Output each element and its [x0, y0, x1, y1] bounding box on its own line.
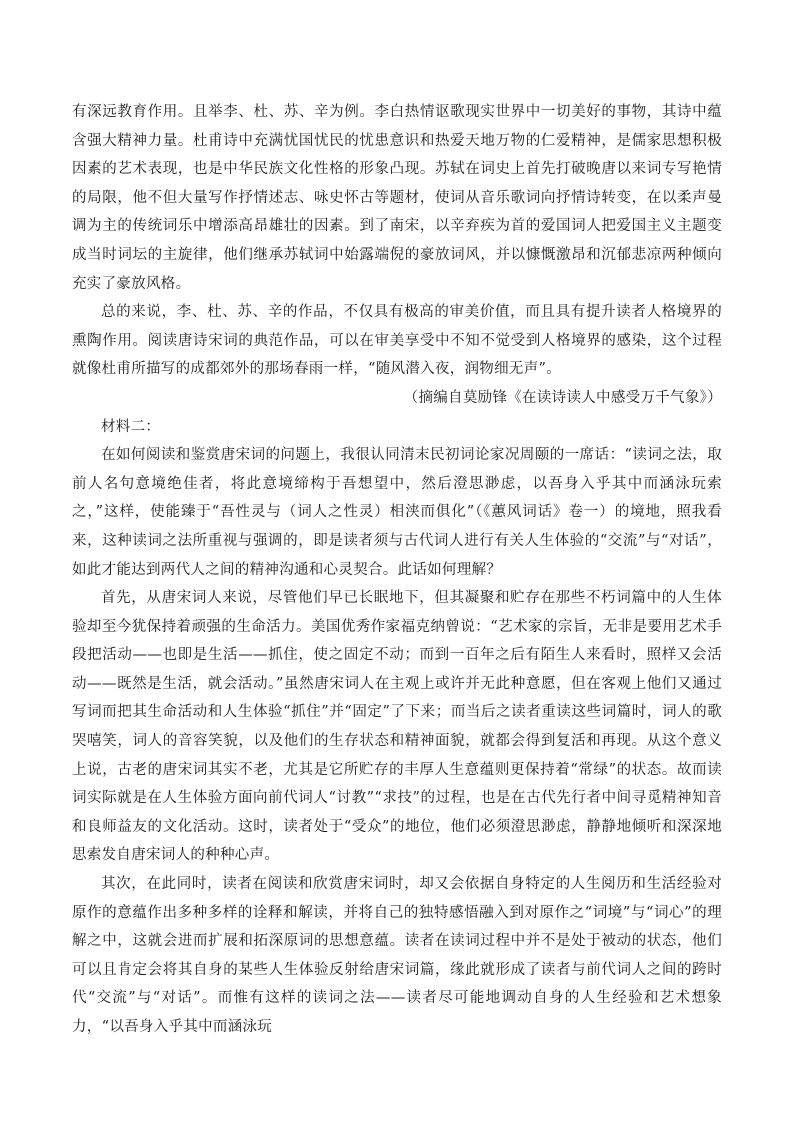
material1-continuation-paragraph: 有深远教育作用。且举李、杜、苏、辛为例。李白热情讴歌现实世界中一切美好的事物，其诗中蕴含强大精神力量。杜甫诗中充满忧国忧民的忧患意识和热爱天地万物的仁爱精神，是儒家思想积极因素的艺术表现，也是中华民族文化性格的形象凸现。苏轼在词史上首先打破晚唐以来词专写艳情的局限，他不但大量写作抒情述志、咏史怀古等题材，使词从音乐歌词向抒情诗转变，在以柔声曼调为主的传统词乐中增添高昂雄壮的因素。到了南宋，以辛弃疾为首的爱国词人把爱国主义主题变成当时词坛的主旋律，他们继承苏轼词中始露端倪的豪放词风，并以慷慨激昂和沉郁悲凉两种倾向充实了豪放风格。 [72, 104, 722, 292]
document-page [72, 98, 722, 1042]
material2-paragraph-3: 其次，在此同时，读者在阅读和欣赏唐宋词时，却又会依据自身特定的人生阅历和生活经验对原作的意蕴作出多种多样的诠释和解读，并将自己的独特感悟融入到对原作之“词境”与“词心”的理解之中，这就会进而扩展和拓深原词的思想意蕴。读者在读词过程中并不是处于被动的状态，他们可以且肯定会将其自身的某些人生体验反射给唐宋词篇，缘此就形成了读者与前代词人之间的跨时代“交流”与“对话”。而惟有这样的读词之法——读者尽可能地调动自身的人生经验和艺术想象力，“以吾身入乎其中而涵泳玩 [72, 876, 722, 1035]
material1-source-citation: （摘编自莫励锋《在读诗读人中感受万千气象》） [403, 389, 722, 406]
material2-label: 材料二： [101, 418, 161, 435]
material2-paragraph-2: 首先，从唐宋词人来说，尽管他们早已长眠地下，但其凝聚和贮存在那些不朽词篇中的人生体验却至今犹保持着顽强的生命活力。美国优秀作家福克纳曾说：“艺术家的宗旨，无非是要用艺术手段把活动——也即是生活——抓住，使之固定不动；而到一百年之后有陌生人来看时，照样又会活动——既然是生活，就会活动。”虽然唐宋词人在主观上或许并无此种意愿，但在客观上他们又通过写词而把其生命活动和人生体验“抓住”并“固定”了下来；而当后之读者重读这些词篇时，词人的歌哭嘻笑，词人的音容笑貌，以及他们的生存状态和精神面貌，就都会得到复活和再现。从这个意义上说，古老的唐宋词其实不老，尤其是它所贮存的丰厚人生意蕴则更保持着“常绿”的状态。故而读词实际就是在人生体验方面向前代词人“讨教”“求技”的过程，也是在古代先行者中间寻觅精神知音和良师益友的文化活动。这时，读者处于“受众”的地位，他们必须澄思渺虑，静静地倾听和深深地思索发自唐宋词人的种种心声。 [72, 590, 722, 864]
material2-paragraph-1: 在如何阅读和鉴赏唐宋词的问题上，我很认同清末民初词论家况周颐的一席话：“读词之法，取前人名句意境绝佳者，将此意境缔构于吾想望中，然后澄思渺虑，以吾身入乎其中而涵泳玩索之，”这样，使能臻于“吾性灵与（词人之性灵）相浃而俱化”（《蕙风词话》卷一）的境地，照我看来，这种读词之法所重视与强调的，即是读者须与古代词人进行有关人生体验的“交流”与“对话”，如此才能达到两代人之间的精神沟通和心灵契合。此话如何理解？ [72, 447, 722, 578]
material1-summary-paragraph: 总的来说，李、杜、苏、辛的作品，不仅具有极高的审美价值，而且具有提升读者人格境界的熏陶作用。阅读唐诗宋词的典范作品，可以在审美享受中不知不觉受到人格境界的感染，这个过程就像杜甫所描写的成都郊外的那场春雨一样，“随风潜入夜，润物细无声”。 [72, 304, 722, 378]
